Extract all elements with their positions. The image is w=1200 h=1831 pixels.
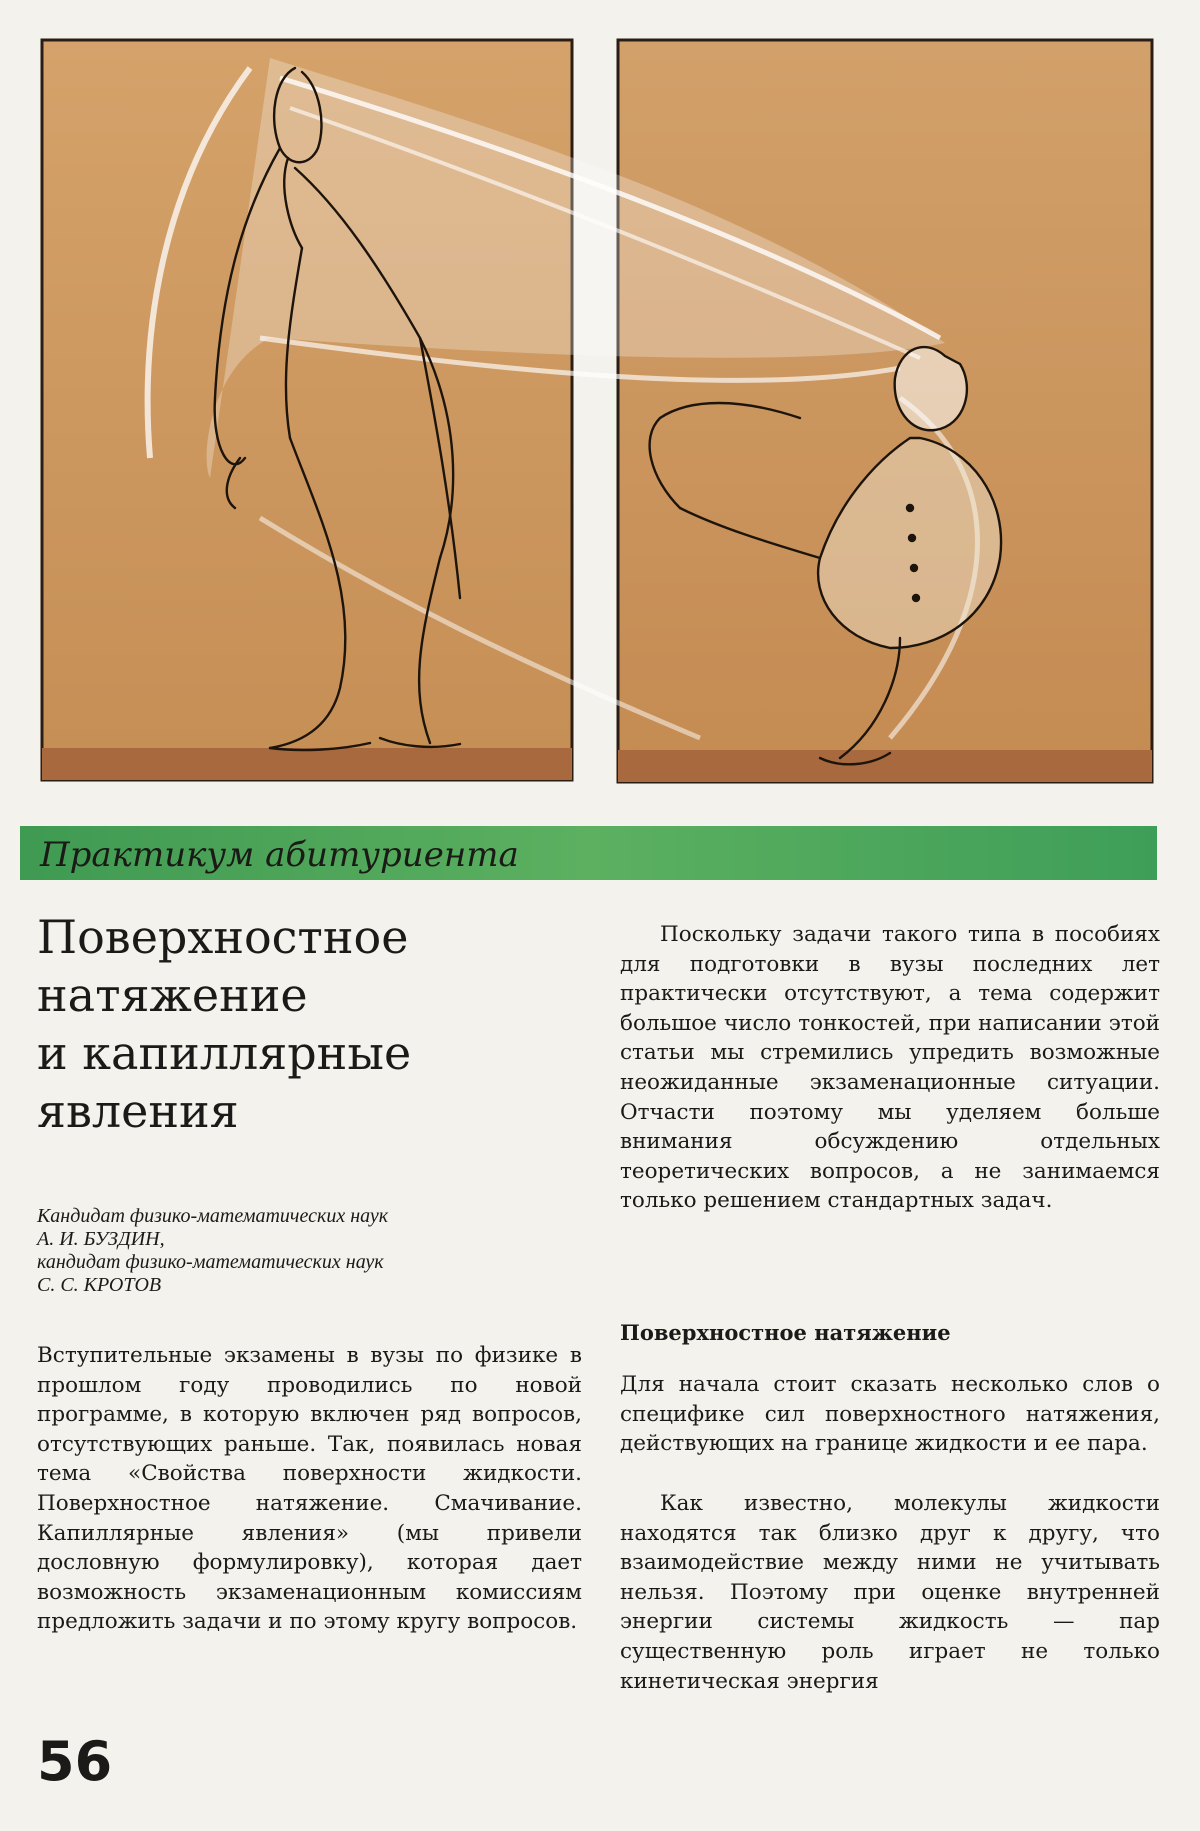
paragraph-molecules: Как известно, молекулы жидкости находятся так близко друг к другу, что взаимодействие между ними не учитывать нельзя. Поэтому при оценке внутренней энергии системы жидкость — пар существенную роль играет не только кинетическая энергия — [620, 1491, 1160, 1694]
paragraph-forces: Для начала стоит сказать несколько слов о специфике сил поверхностного натяжения, действующих на границе жидкости и ее пара. — [620, 1372, 1160, 1457]
illustration-surface-tension — [40, 38, 1156, 790]
title-line-4: явления — [37, 1084, 239, 1138]
page-number: 56 — [37, 1730, 113, 1793]
paragraph-motivation: Поскольку задачи такого типа в пособиях для подготовки в вузы последних лет практически отсутствуют, а тема содержит большое число тонкостей, при написании этой статьи мы стремились упредить возможные неожиданные экзаменационные ситуации. Отчасти поэтому мы уделяем больше внимания обсуждению отдельных теоретических вопросов, а не занимаемся только решением стандартных задач. — [620, 922, 1160, 1214]
intro-paragraph: Вступительные экзамены в вузы по физике в прошлом году проводились по новой программе, в которую включен ряд вопросов, отсутствующих раньше. Так, появилась новая тема «Свойства поверхности жидкости. Поверхностное натяжение. Смачивание. Капиллярные явления» (мы привели дословную формулировку), которая дает возможность экзаменационным комиссиям предложить задачи и по этому кругу вопросов. — [37, 1343, 582, 1635]
article-title — [37, 908, 577, 1140]
author-name-1: А. И. БУЗДИН, — [37, 1228, 165, 1250]
title-line-1: Поверхностное — [37, 910, 409, 964]
author-name-2: С. С. КРОТОВ — [37, 1274, 162, 1296]
title-line-2: натяжение — [37, 968, 308, 1022]
rubric-band — [20, 826, 1157, 880]
author-credential-2: кандидат физико-математических наук — [37, 1251, 384, 1273]
author-credential-1: Кандидат физико-математических наук — [37, 1205, 389, 1227]
authors-block — [37, 1205, 557, 1297]
right-panel — [618, 40, 1152, 782]
rubric-handwritten-title: Практикум абитуриента — [40, 835, 519, 875]
section-heading: Поверхностное натяжение — [620, 1320, 951, 1345]
title-line-3: и капиллярные — [37, 1026, 412, 1080]
